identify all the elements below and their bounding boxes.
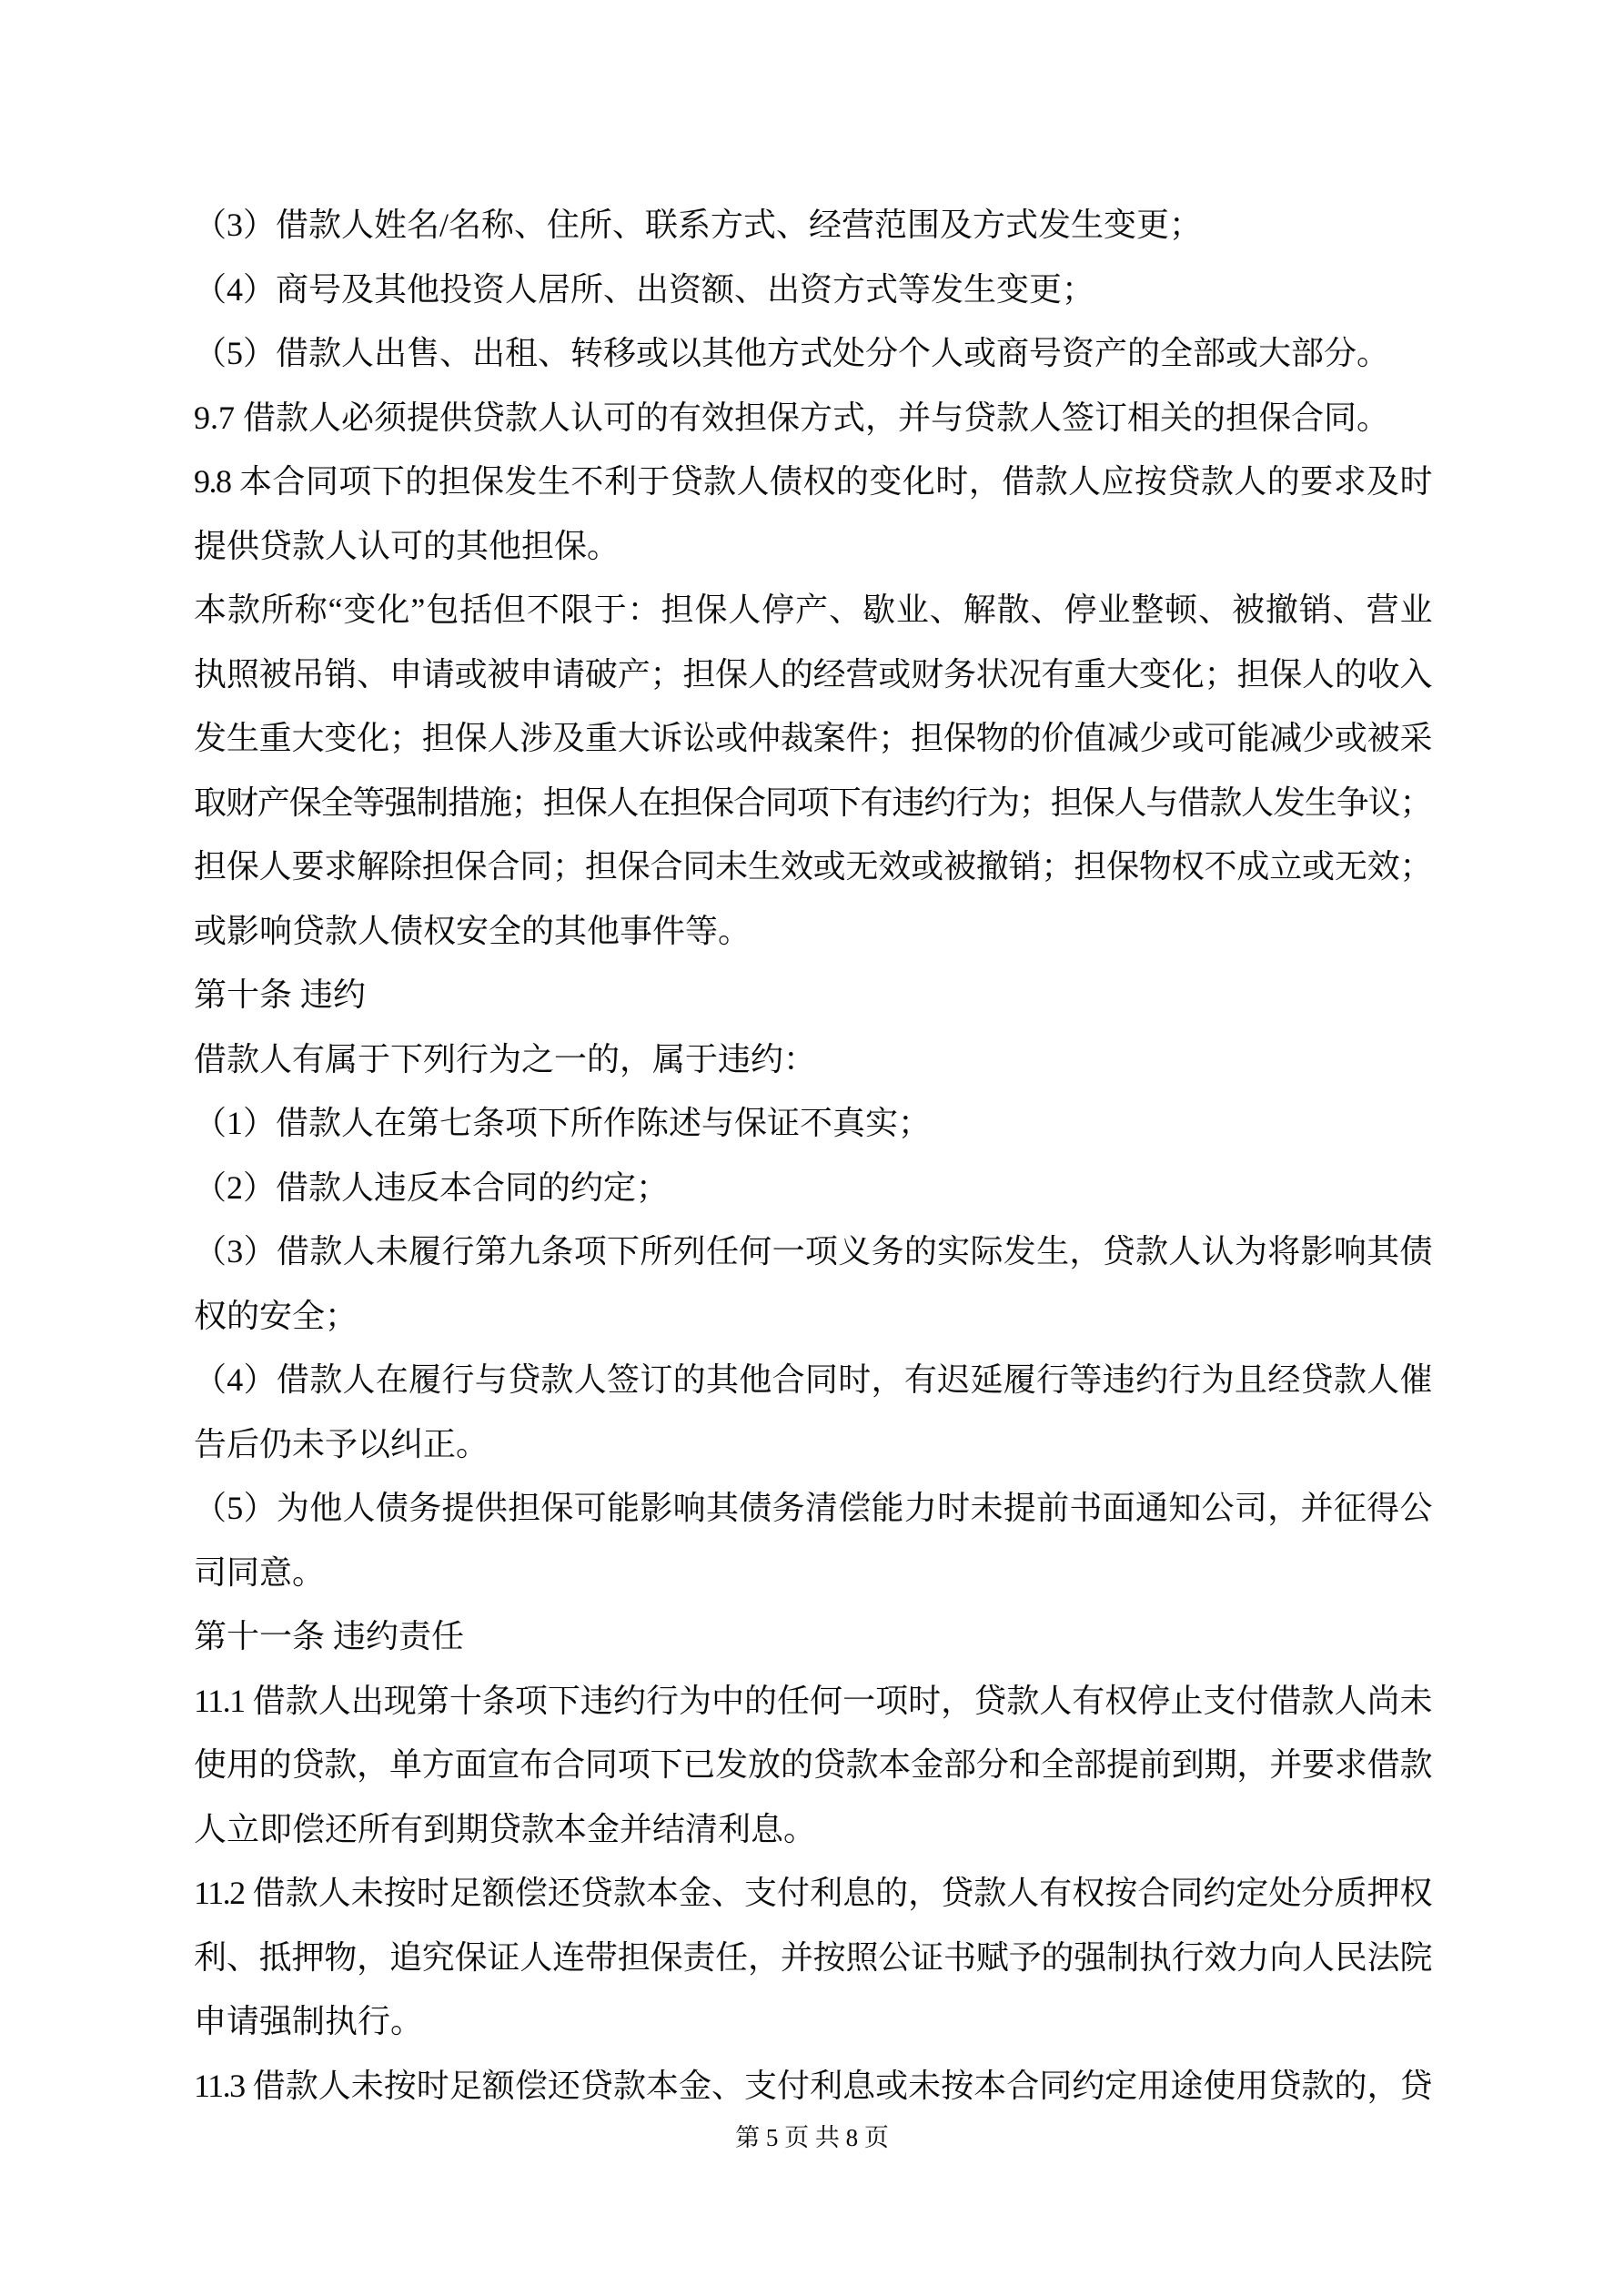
contract-line: （5）借款人出售、出租、转移或以其他方式处分个人或商号资产的全部或大部分。 xyxy=(194,335,1390,371)
contract-line: 申请强制执行。 xyxy=(194,2003,424,2039)
contract-line: （3）借款人姓名/名称、住所、联系方式、经营范围及方式发生变更； xyxy=(194,207,1203,243)
contract-line: 11.3 借款人未按时足额偿还贷款本金、支付利息或未按本合同约定用途使用贷款的，贷 xyxy=(194,2067,1431,2104)
contract-line: 11.1 借款人出现第十条项下违约行为中的任何一项时，贷款人有权停止支付借款人尚未 xyxy=(194,1682,1431,1719)
contract-line: （4）商号及其他投资人居所、出资额、出资方式等发生变更； xyxy=(194,270,1095,308)
contract-line: （3）借款人未履行第九条项下所列任何一项义务的实际发生，贷款人认为将影响其债 xyxy=(194,1233,1431,1269)
contract-line: 使用的贷款，单方面宣布合同项下已发放的贷款本金部分和全部提前到期，并要求借款 xyxy=(194,1746,1431,1783)
contract-line: （5）为他人债务提供担保可能影响其债务清偿能力时未提前书面通知公司，并征得公 xyxy=(194,1490,1431,1526)
contract-line: 第十条 违约 xyxy=(194,976,367,1013)
contract-line: 第十一条 违约责任 xyxy=(194,1618,465,1654)
contract-line: 权的安全； xyxy=(194,1297,358,1334)
contract-line: （4）借款人在履行与贷款人签订的其他合同时，有迟延履行等违约行为且经贷款人催 xyxy=(194,1361,1431,1398)
contract-line: 9.8 本合同项下的担保发生不利于贷款人债权的变化时，借款人应按贷款人的要求及时 xyxy=(194,463,1431,500)
contract-line: 11.2 借款人未按时足额偿还贷款本金、支付利息的，贷款人有权按合同约定处分质押权 xyxy=(194,1875,1431,1911)
contract-line: 利、抵押物，追究保证人连带担保责任，并按照公证书赋予的强制执行效力向人民法院 xyxy=(194,1938,1431,1976)
contract-line: 本款所称“变化”包括但不限于：担保人停产、歇业、解散、停业整顿、被撤销、营业 xyxy=(194,592,1431,628)
contract-line: 取财产保全等强制措施；担保人在担保合同项下有违约行为；担保人与借款人发生争议； xyxy=(194,784,1431,821)
contract-line: 提供贷款人认可的其他担保。 xyxy=(194,527,620,564)
contract-line: 人立即偿还所有到期贷款本金并结清利息。 xyxy=(194,1810,817,1847)
contract-line: 执照被吊销、申请或被申请破产；担保人的经营或财务状况有重大变化；担保人的收入 xyxy=(194,655,1431,693)
contract-line: 9.7 借款人必须提供贷款人认可的有效担保方式，并与贷款人签订相关的担保合同。 xyxy=(194,399,1390,436)
contract-line: 借款人有属于下列行为之一的，属于违约： xyxy=(194,1040,817,1077)
contract-line: 发生重大变化；担保人涉及重大诉讼或仲裁案件；担保物的价值减少或可能减少或被采 xyxy=(194,720,1431,756)
page-number: 第 5 页 共 8 页 xyxy=(735,2124,889,2151)
page-footer xyxy=(0,2122,1624,2153)
contract-line: （1）借款人在第七条项下所作陈述与保证不真实； xyxy=(194,1105,932,1141)
contract-line: 或影响贷款人债权安全的其他事件等。 xyxy=(194,912,751,949)
contract-line: （2）借款人违反本合同的约定； xyxy=(194,1168,670,1206)
contract-line: 告后仍未予以纠正。 xyxy=(194,1425,489,1462)
contract-body xyxy=(194,193,1431,2118)
contract-line: 担保人要求解除担保合同；担保合同未生效或无效或被撤销；担保物权不成立或无效； xyxy=(194,848,1431,885)
contract-line: 司同意。 xyxy=(194,1553,326,1591)
